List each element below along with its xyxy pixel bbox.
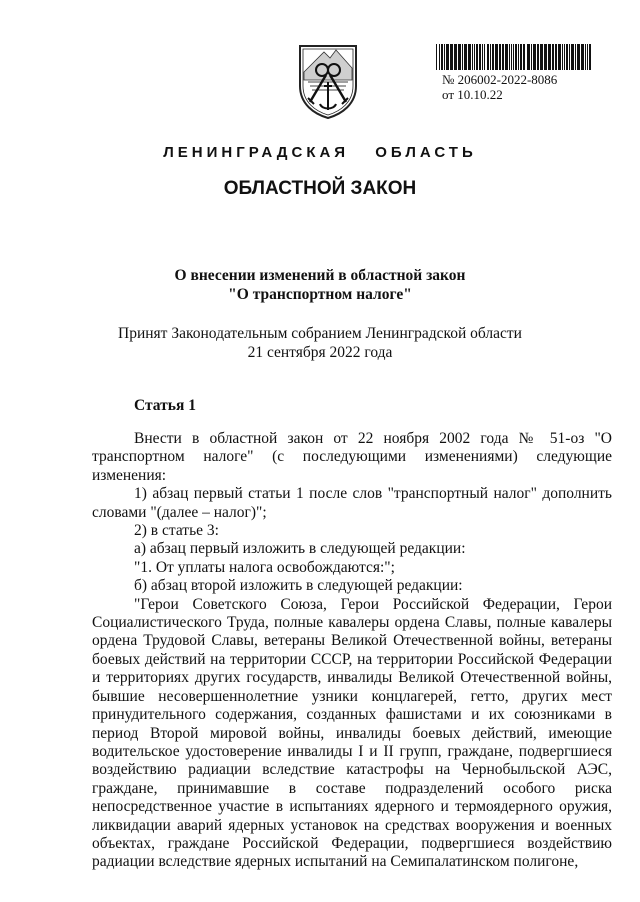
barcode bbox=[436, 44, 594, 70]
registration-number: № 206002-2022-8086 bbox=[442, 72, 558, 87]
law-title-line-1: О внесении изменений в областной закон bbox=[174, 267, 466, 284]
paragraph: б) абзац второй изложить в следующей редакции: bbox=[134, 577, 463, 595]
article-body bbox=[92, 430, 612, 872]
registration-info bbox=[442, 72, 557, 102]
document-type: ОБЛАСТНОЙ ЗАКОН bbox=[223, 178, 417, 199]
paragraph: 1) абзац первый статьи 1 после слов "транспортный налог" дополнить словами "(далее – налог)"; bbox=[92, 485, 612, 521]
paragraph: 2) в статье 3: bbox=[134, 522, 219, 540]
registration-date: от 10.10.22 bbox=[442, 87, 503, 102]
law-title bbox=[0, 266, 640, 304]
law-title-line-2: "О транспортном налоге" bbox=[228, 286, 412, 303]
adoption-note bbox=[0, 324, 640, 362]
paragraph: Внести в областной закон от 22 ноября 2002 года № 51-оз "О транспортном налоге" (с последующими изменениями) следующие изменения: bbox=[92, 430, 612, 484]
coat-of-arms-emblem bbox=[296, 42, 360, 120]
paragraph: "Герои Советского Союза, Герои Российской Федерации, Герои Социалистического Труда, полные кавалеры ордена Славы, полные кавалеры ордена Трудовой Славы, ветераны Великой Отечественной войны, ветераны боевых действий на территории СССР, на территории Российской Федерации и территориях других государств, инвалиды Великой Отечественной войны, бывшие несовершеннолетние узники концлагерей, гетто, других мест принудительного содержания, созданных фашистами и их союзниками в период Второй мировой войны, инвалиды боевых действий, имеющие водительское удостоверение инвалиды I и II групп, граждане, подвергшиеся воздействию радиации вследствие катастрофы на Чернобыльской АЭС, граждане, принимавшие в составе подразделений особого риска непосредственное участие в испытаниях ядерного и термоядерного оружия, ликвидации аварий ядерных установок на средствах вооружения и военных объектах, граждане Российской Федерации, подвергшиеся воздействию радиации вследствие ядерных испытаний на Семипалатинском полигоне, bbox=[92, 595, 612, 871]
paragraph: а) абзац первый изложить в следующей редакции: bbox=[134, 540, 466, 558]
adoption-line-1: Принят Законодательным собранием Ленинградской области bbox=[118, 325, 522, 342]
paragraph: "1. От уплаты налога освобождаются:"; bbox=[134, 558, 395, 576]
adoption-date: 21 сентября 2022 года bbox=[247, 344, 393, 361]
region-name: ЛЕНИНГРАДСКАЯ ОБЛАСТЬ bbox=[163, 144, 477, 161]
article-heading: Статья 1 bbox=[134, 397, 196, 414]
